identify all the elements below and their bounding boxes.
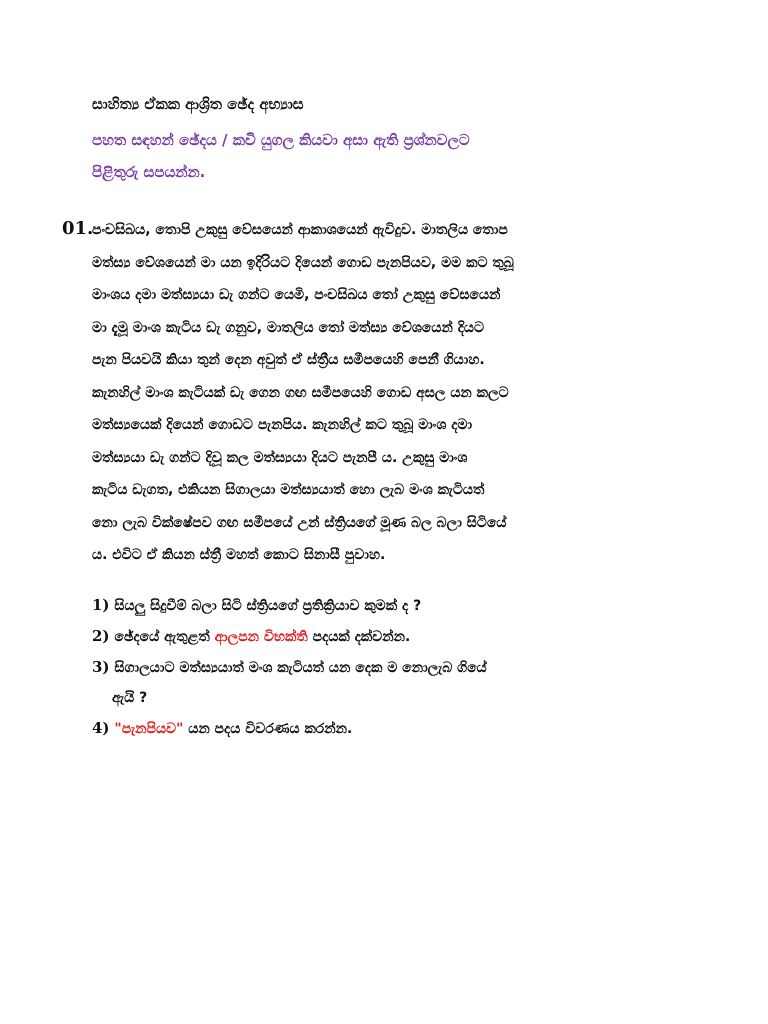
question-4 [92,713,632,744]
question-list [92,590,632,744]
question-3-number: 3) [92,658,110,676]
passage-line: නො ලැබ වික්ෂේපව ගඟ සමීපයේ උන් ස්ත්‍රියගේ මූණ බල බලා සිටියේ [92,514,507,531]
passage-line: මා දැමූ මාංශ කැටිය ඩැ ගනුව, මාතලිය තෝ මත්ස්‍ය වේශයෙන් දියට [92,319,485,336]
instruction-text [92,124,612,188]
question-2-highlight: ආලපන විභක්ති [214,629,308,645]
passage-line: මත්ස්‍යයා ඩැ ගන්ට දිවූ කල මත්ස්‍යයා දියට පැනපී ය. උකුසු මාංශ [92,449,468,466]
instruction-line-1: පහත සඳහන් ඡේදය / කවි යුගල කියවා අසා ඇති ප්‍රශ්නවලට [92,131,470,149]
passage-number: 01. [62,218,94,239]
question-1-number: 1) [92,596,110,614]
question-1 [92,590,632,621]
passage-line: මාංශය දමා මත්ස්‍යයා ඩැ ගන්ට යෙමි, පංචසිඛය තෝ උකුසු වේසයෙන් [92,287,501,303]
question-1-text: සියලු සිදුවීම් බලා සිටි ස්ත්‍රියගේ ප්‍රතික්‍රියාව කුමක් ද ? [114,598,422,614]
passage-line: මත්ස්‍යයෙක් දියෙන් ගොඩට පැනපිය. කැනහිල් කට තුබූ මාංශ දමා [92,417,473,433]
passage-line: පංචසිඛය, තොපි උකුසු වේසයෙන් ආකාශයෙන් ඇවිදුව. මාතලිය තොප [92,222,508,238]
question-3-text: සිගාලයාට මත්ස්‍යයාත් මංශ කැටියත් යන දෙක ම නොලැබ ගියේ [114,660,487,676]
passage-line: පැන පියවයි කියා තුන් දෙන අවුත් ඒ ස්ත්‍රීය සමීපයෙහි පෙනී ගියාහ. [92,352,485,368]
question-2-text-before: ඡේදයේ ඇතුළත් [114,629,215,645]
passage-line: කැටිය ඩැගත, එකියන සිගාලයා මත්ස්‍යයාත් හො ලැබ මංශ කැටියත් [92,482,485,498]
instruction-line-2: පිළිතුරු සපයන්න. [92,163,206,181]
question-2-number: 2) [92,627,110,645]
question-4-text-after: යන පදය විවරණය කරන්න. [183,721,353,737]
worksheet-heading: සාහිත්‍ය ඒකක ආශ්‍රිත ඡේද අභ්‍යාස [92,95,304,113]
passage-line: කැනහිල් මාංශ කැටියක් ඩැ ගෙන ගඟ සමීපයෙහි ගොඩ අසල යන කලට [92,384,509,401]
question-3-continuation: ඇයි ? [112,690,148,706]
passage-text [92,214,622,572]
question-3 [92,652,632,683]
passage-line: මත්ස්‍ය වේශයෙන් මා යන ඉදිරියට දියෙන් ගොඩ පැනපියව, මම කට තුබූ [92,254,514,271]
question-2 [92,621,632,652]
question-4-highlight: "පැනපියව" [114,721,184,737]
question-4-number: 4) [92,719,110,737]
question-2-text-after: පදයක් දක්වන්න. [307,629,411,645]
passage-line: ය. එවිට ඒ කියන ස්ත්‍රී මහත් කොට සිනාසී පුවාහ. [92,547,386,563]
